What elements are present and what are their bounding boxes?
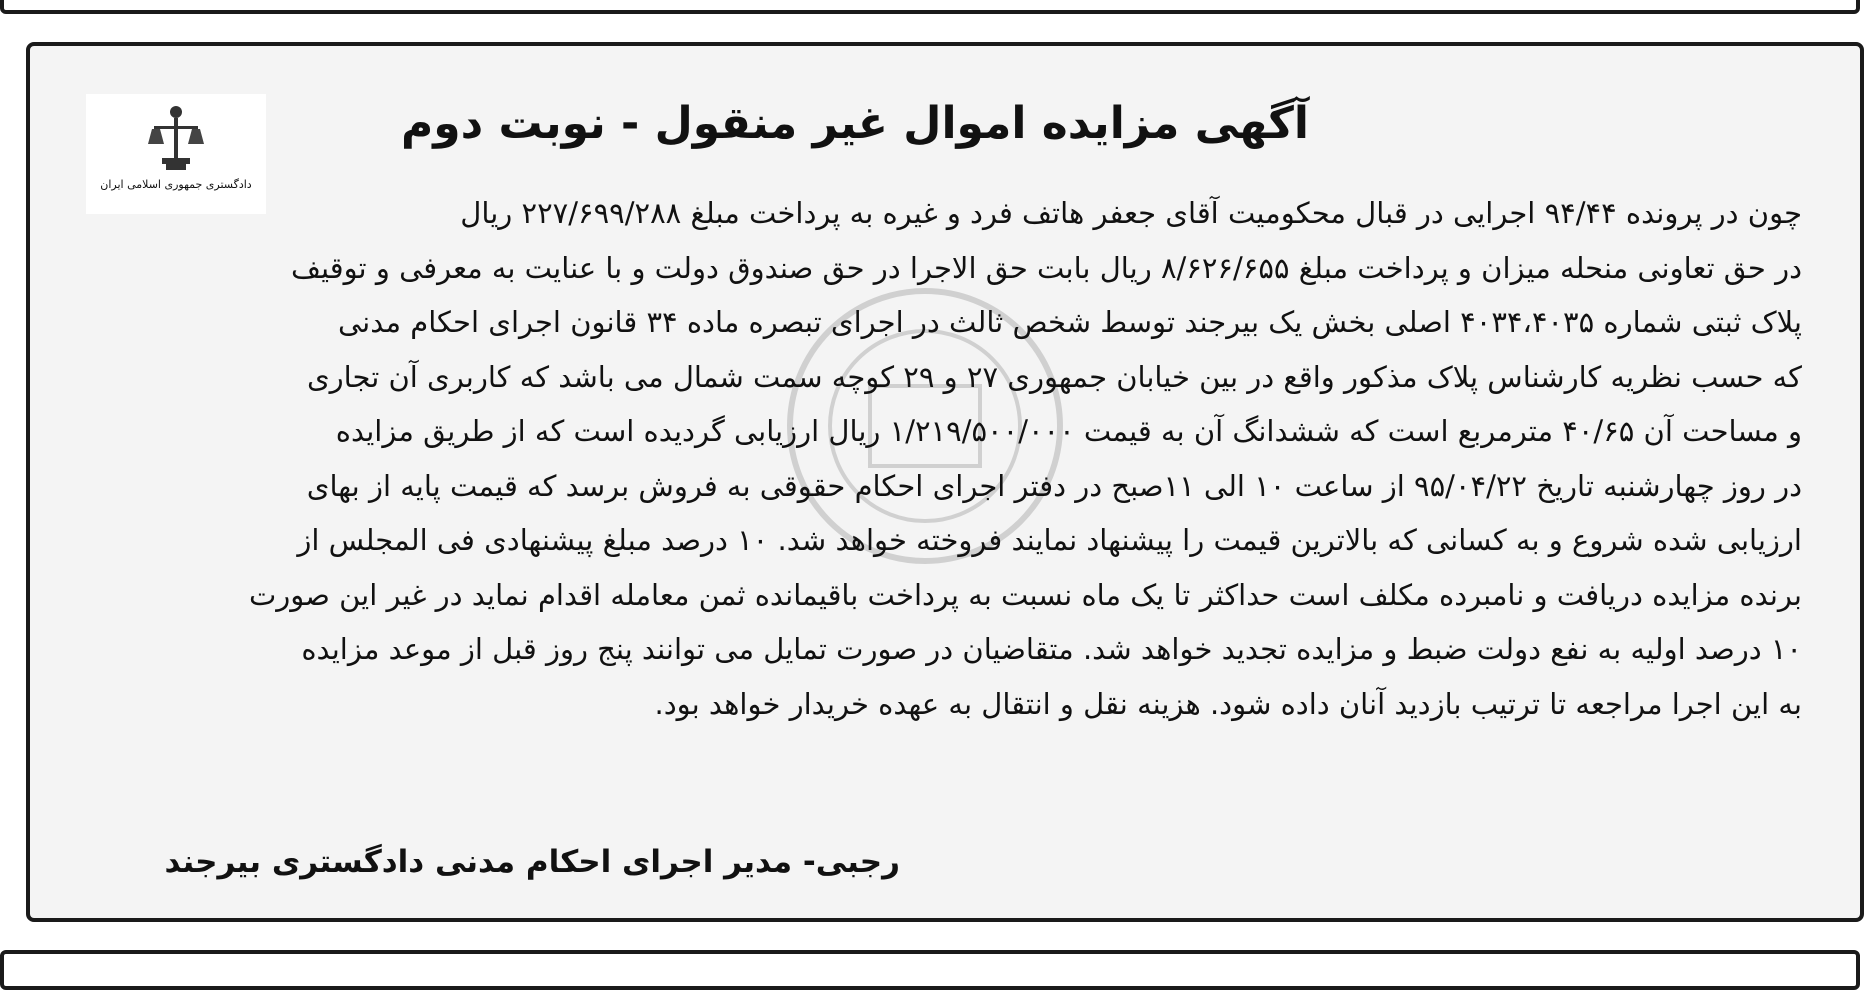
notice-line: برنده مزایده دریافت و نامبرده مکلف است حداکثر تا یک ماه نسبت به پرداخت باقیمانده ثمن معامله اقدام نماید در غیر این صورت [248, 577, 1802, 612]
logo-caption: دادگستری جمهوری اسلامی ایران [100, 178, 252, 191]
notice-line: ۱۰ درصد اولیه به نفع دولت ضبط و مزایده تجدید خواهد شد. متقاضیان در صورت تمایل می توانند پنج روز قبل از موعد مزایده [301, 632, 1802, 666]
notice-line: در روز چهارشنبه تاریخ ۹۵/۰۴/۲۲ از ساعت ۱۰ الی ۱۱صبح در دفتر اجرای احکام حقوقی به فروش برسد که قیمت پایه از بهای [306, 468, 1802, 503]
auction-notice [26, 42, 1864, 922]
notice-line: به این اجرا مراجعه تا ترتیب بازدید آنان داده شود. هزینه نقل و انتقال به عهده خریدار خواهد بود. [654, 686, 1802, 721]
notice-signature: رجبی- مدیر اجرای احکام مدنی دادگستری بیرجند [164, 844, 900, 880]
notice-line: در حق تعاونی منحله میزان و پرداخت مبلغ ۸/۶۲۶/۶۵۵ ریال بابت حق الاجرا در حق صندوق دولت و با عنایت به معرفی و توقیف [290, 250, 1802, 285]
notice-line: چون در پرونده ۹۴/۴۴ اجرایی در قبال محکومیت آقای جعفر هاتف فرد و غیره به پرداخت مبلغ ۲۲۷/۶۹۹/۲۸۸ ریال [460, 196, 1802, 230]
notice-title: آگهی مزایده اموال غیر منقول - نوبت دوم [401, 98, 1309, 149]
notice-line: و مساحت آن ۴۰/۶۵ مترمربع است که ششدانگ آن به قیمت ۱/۲۱۹/۵۰۰/۰۰۰ ریال ارزیابی گردیده است که از طریق مزایده [335, 414, 1802, 448]
notice-line: پلاک ثبتی شماره ۴۰۳۴،۴۰۳۵ اصلی بخش یک بیرجند توسط شخص ثالث در اجرای تبصره ماده ۳۴ قانون اجرای احکام مدنی [338, 305, 1802, 339]
notice-line: ارزیابی شده شروع و به کسانی که بالاترین قیمت را پیشنهاد نمایند فروخته خواهد شد. ۱۰ درصد مبلغ پیشنهادی فی المجلس از [297, 523, 1802, 557]
notice-line: که حسب نظریه کارشناس پلاک مذکور واقع در بین خیابان جمهوری ۲۷ و ۲۹ کوچه سمت شمال می باشد که کاربری آن تجاری [306, 359, 1802, 394]
previous-notice-frame [0, 0, 1860, 14]
next-notice-frame [0, 950, 1860, 990]
notice-body [88, 186, 1802, 731]
